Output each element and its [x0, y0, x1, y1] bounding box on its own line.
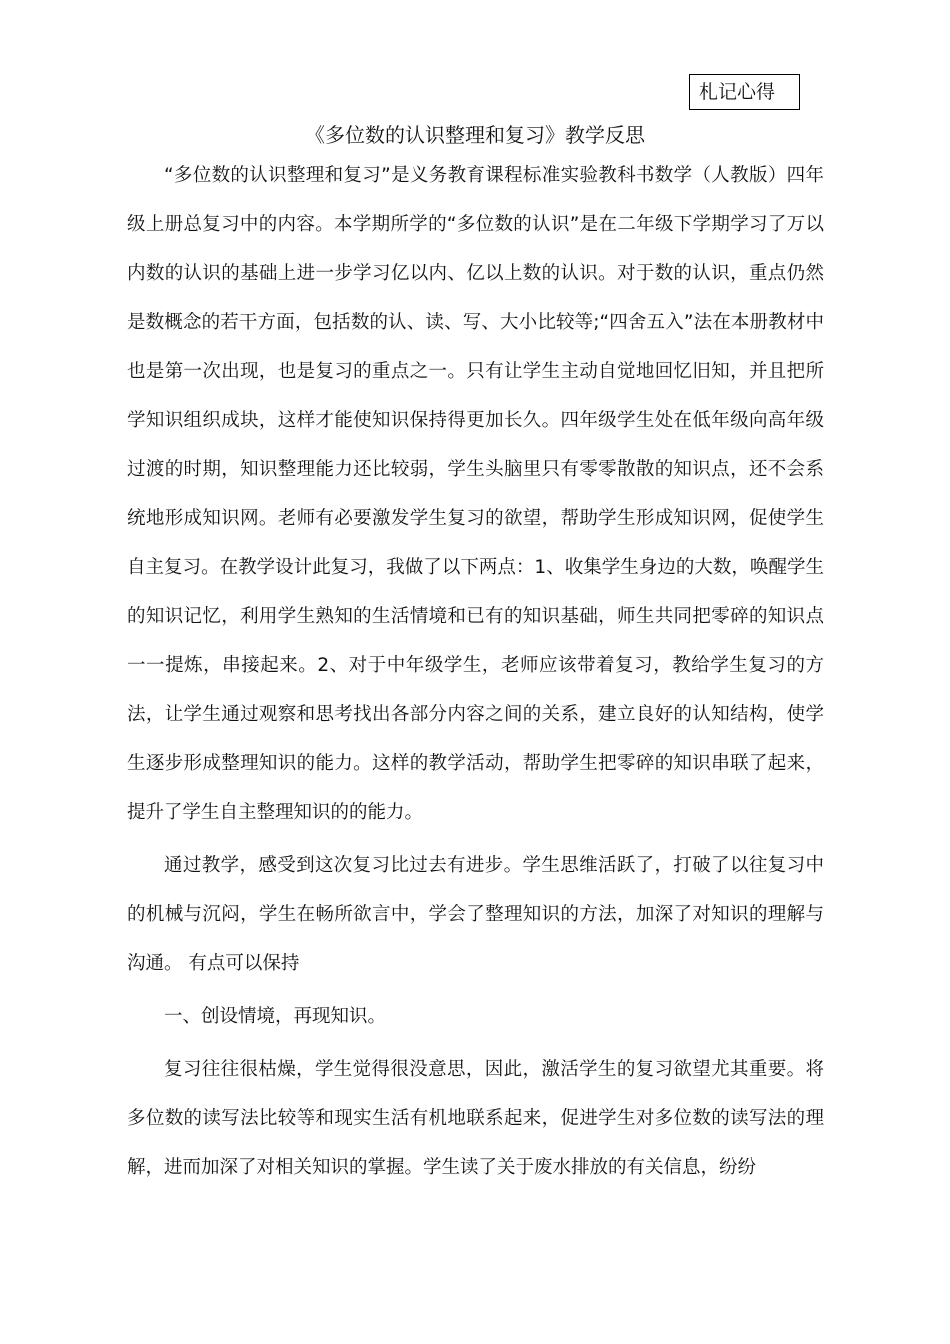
paragraph-section-1: 复习往往很枯燥，学生觉得很没意思，因此，激活学生的复习欲望尤其重要。将多位数的读写法比较等和现实生活有机地联系起来，促进学生对多位数的读写法的理解，进而加深了对相关知识的掌握。学生读了关于废水排放的有关信息，纷纷	[127, 1059, 824, 1178]
paragraph-progress: 通过教学，感受到这次复习比过去有进步。学生思维活跃了，打破了以往复习中的机械与沉闷，学生在畅所欲言中，学会了整理知识的方法，加深了对知识的理解与沟通。 有点可以保持	[127, 855, 824, 974]
section-tag: 札记心得	[689, 74, 800, 110]
document-title: 《多位数的认识整理和复习》教学反思	[305, 123, 645, 147]
document-body	[127, 151, 824, 1192]
section-heading-1: 一、创设情境，再现知识。	[164, 1006, 387, 1027]
paragraph-intro: “多位数的认识整理和复习”是义务教育课程标准实验教科书数学（人教版）四年级上册总复习中的内容。本学期所学的“多位数的认识”是在二年级下学期学习了万以内数的认识的基础上进一步学习亿以内、亿以上数的认识。对于数的认识，重点仍然是数概念的若干方面，包括数的认、读、写、大小比较等;“四舍五入”法在本册教材中也是第一次出现，也是复习的重点之一。只有让学生主动自觉地回忆旧知，并且把所学知识组织成块，这样才能使知识保持得更加长久。四年级学生处在低年级向高年级过渡的时期，知识整理能力还比较弱，学生头脑里只有零零散散的知识点，还不会系统地形成知识网。老师有必要激发学生复习的欲望，帮助学生形成知识网，促使学生自主复习。在教学设计此复习，我做了以下两点：1、收集学生身边的大数，唤醒学生的知识记忆，利用学生熟知的生活情境和已有的知识基础，师生共同把零碎的知识点一一提炼，串接起来。2、对于中年级学生，老师应该带着复习，教给学生复习的方法，让学生通过观察和思考找出各部分内容之间的关系，建立良好的认知结构，使学生逐步形成整理知识的能力。这样的教学活动，帮助学生把零碎的知识串联了起来，提升了学生自主整理知识的的能力。	[127, 165, 824, 823]
